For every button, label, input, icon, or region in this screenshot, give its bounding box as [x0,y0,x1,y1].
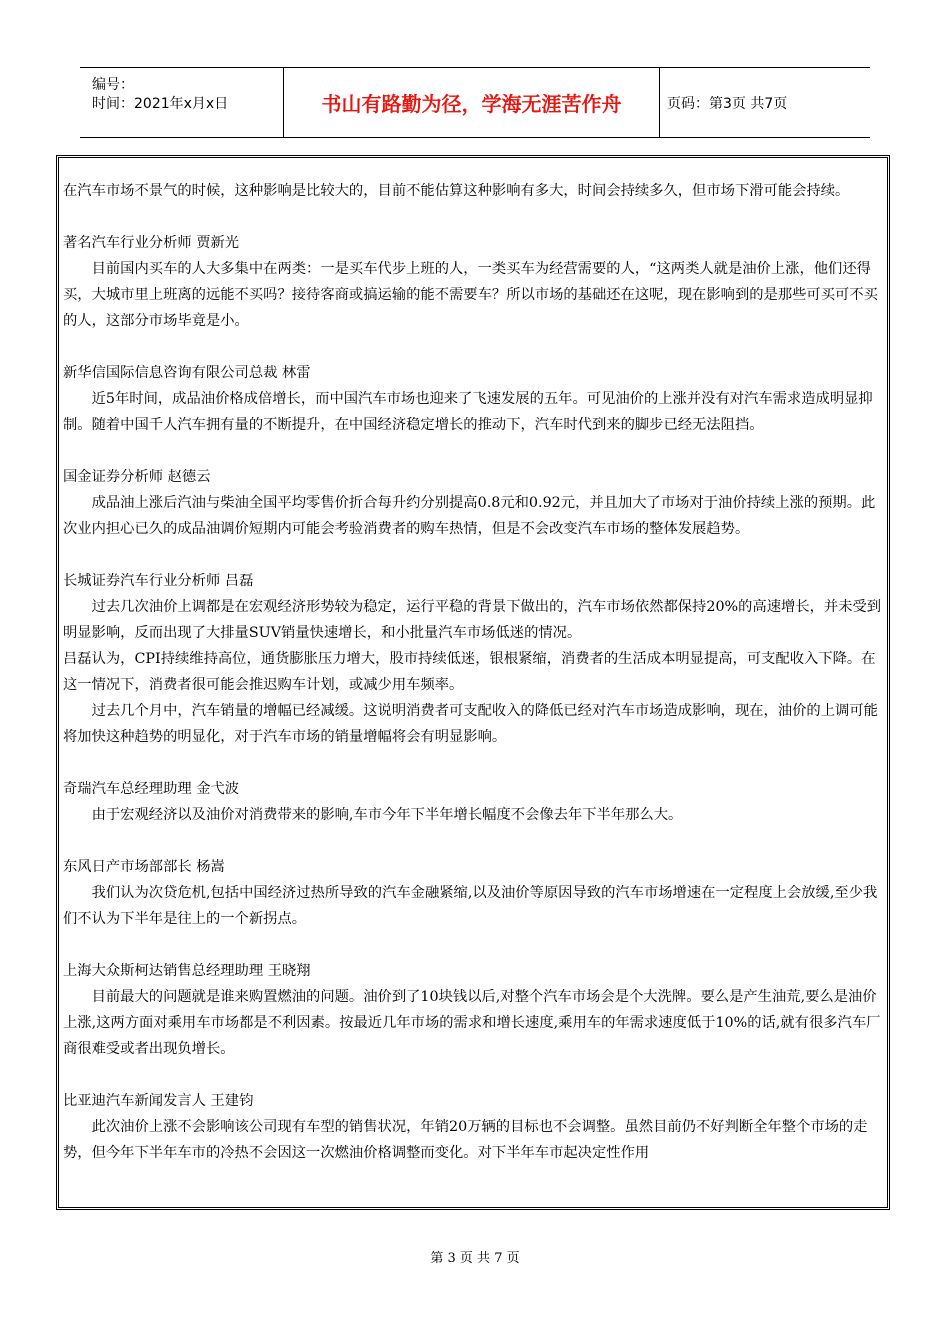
article-frame [56,155,890,1210]
paragraph: 吕磊认为，CPI持续维持高位，通货膨胀压力增大，股市持续低迷，银根紧缩，消费者的生活成本明显提高，可支配收入下降。在这一情况下，消费者很可能会推迟购车计划，或减少用车频率。 [63,651,876,693]
speaker-name: 长城证券汽车行业分析师 吕磊 [63,573,254,589]
speaker-name: 著名汽车行业分析师 贾新光 [63,235,240,251]
document-date: 时间：2021年x月x日 [92,96,229,112]
speaker-name: 东风日产市场部部长 杨嵩 [63,859,225,875]
document-number-label: 编号： [92,77,134,93]
header-meta [80,68,283,137]
header-motto: 书山有路勤为径，学海无涯苦作舟 [283,68,660,137]
paragraph: 成品油上涨后汽油与柴油全国平均零售价折合每升约分别提高0.8元和0.92元，并且加大了市场对于油价持续上涨的预期。此次业内担心已久的成品油调价短期内可能会考验消费者的购车热情，但是不会改变汽车市场的整体发展趋势。 [63,495,876,537]
paragraph: 我们认为次贷危机,包括中国经济过热所导致的汽车金融紧缩,以及油价等原因导致的汽车市场增速在一定程度上会放缓,至少我们不认为下半年是往上的一个新拐点。 [63,885,878,927]
speaker-name: 上海大众斯柯达销售总经理助理 王晓翔 [63,963,311,979]
paragraph: 在汽车市场不景气的时候，这种影响是比较大的，目前不能估算这种影响有多大，时间会持续多久，但市场下滑可能会持续。 [63,183,850,199]
article-body [63,178,883,1166]
page-header [80,67,870,138]
paragraph: 此次油价上涨不会影响该公司现有车型的销售状况，年销20万辆的目标也不会调整。虽然目前仍不好判断全年整个市场的走势，但今年下半年车市的冷热不会因这一次燃油价格调整而变化。对下半年车市起决定性作用 [63,1119,868,1161]
paragraph: 过去几个月中，汽车销量的增幅已经减缓。这说明消费者可支配收入的降低已经对汽车市场造成影响，现在，油价的上调可能将加快这种趋势的明显化，对于汽车市场的销量增幅将会有明显影响。 [63,703,878,745]
paragraph: 目前最大的问题就是谁来购置燃油的问题。油价到了10块钱以后,对整个汽车市场会是个大洗牌。要么是产生油荒,要么是油价上涨,这两方面对乘用车市场都是不利因素。按最近几年市场的需求和增长速度,乘用车的年需求速度低于10%的话,就有很多汽车厂商很难受或者出现负增长。 [63,989,881,1057]
speaker-name: 国金证券分析师 赵德云 [63,469,211,485]
paragraph: 过去几次油价上调都是在宏观经济形势较为稳定，运行平稳的背景下做出的，汽车市场依然都保持20%的高速增长，并未受到明显影响，反而出现了大排量SUV销量快速增长，和小批量汽车市场低迷的情况。 [63,599,882,641]
speaker-name: 比亚迪汽车新闻发言人 王建钧 [63,1093,254,1109]
paragraph: 目前国内买车的人大多集中在两类：一是买车代步上班的人，一类买车为经营需要的人，“这两类人就是油价上涨，他们还得买，大城市里上班离的远能不买吗？接待客商或搞运输的能不需要车？所以市场的基础还在这呢，现在影响到的是那些可买可不买的人，这部分市场毕竟是小。 [63,261,878,329]
speaker-name: 新华信国际信息咨询有限公司总裁 林雷 [63,365,311,381]
page-footer: 第 3 页 共 7 页 [430,1251,520,1266]
paragraph: 近5年时间，成品油价格成倍增长，而中国汽车市场也迎来了飞速发展的五年。可见油价的上涨并没有对汽车需求造成明显抑制。随着中国千人汽车拥有量的不断提升，在中国经济稳定增长的推动下，汽车时代到来的脚步已经无法阻挡。 [63,391,873,433]
speaker-name: 奇瑞汽车总经理助理 金弋波 [63,781,240,797]
header-page-number: 页码：第3页 共7页 [667,95,788,112]
paragraph: 由于宏观经济以及油价对消费带来的影响,车市今年下半年增长幅度不会像去年下半年那么大。 [91,807,683,823]
